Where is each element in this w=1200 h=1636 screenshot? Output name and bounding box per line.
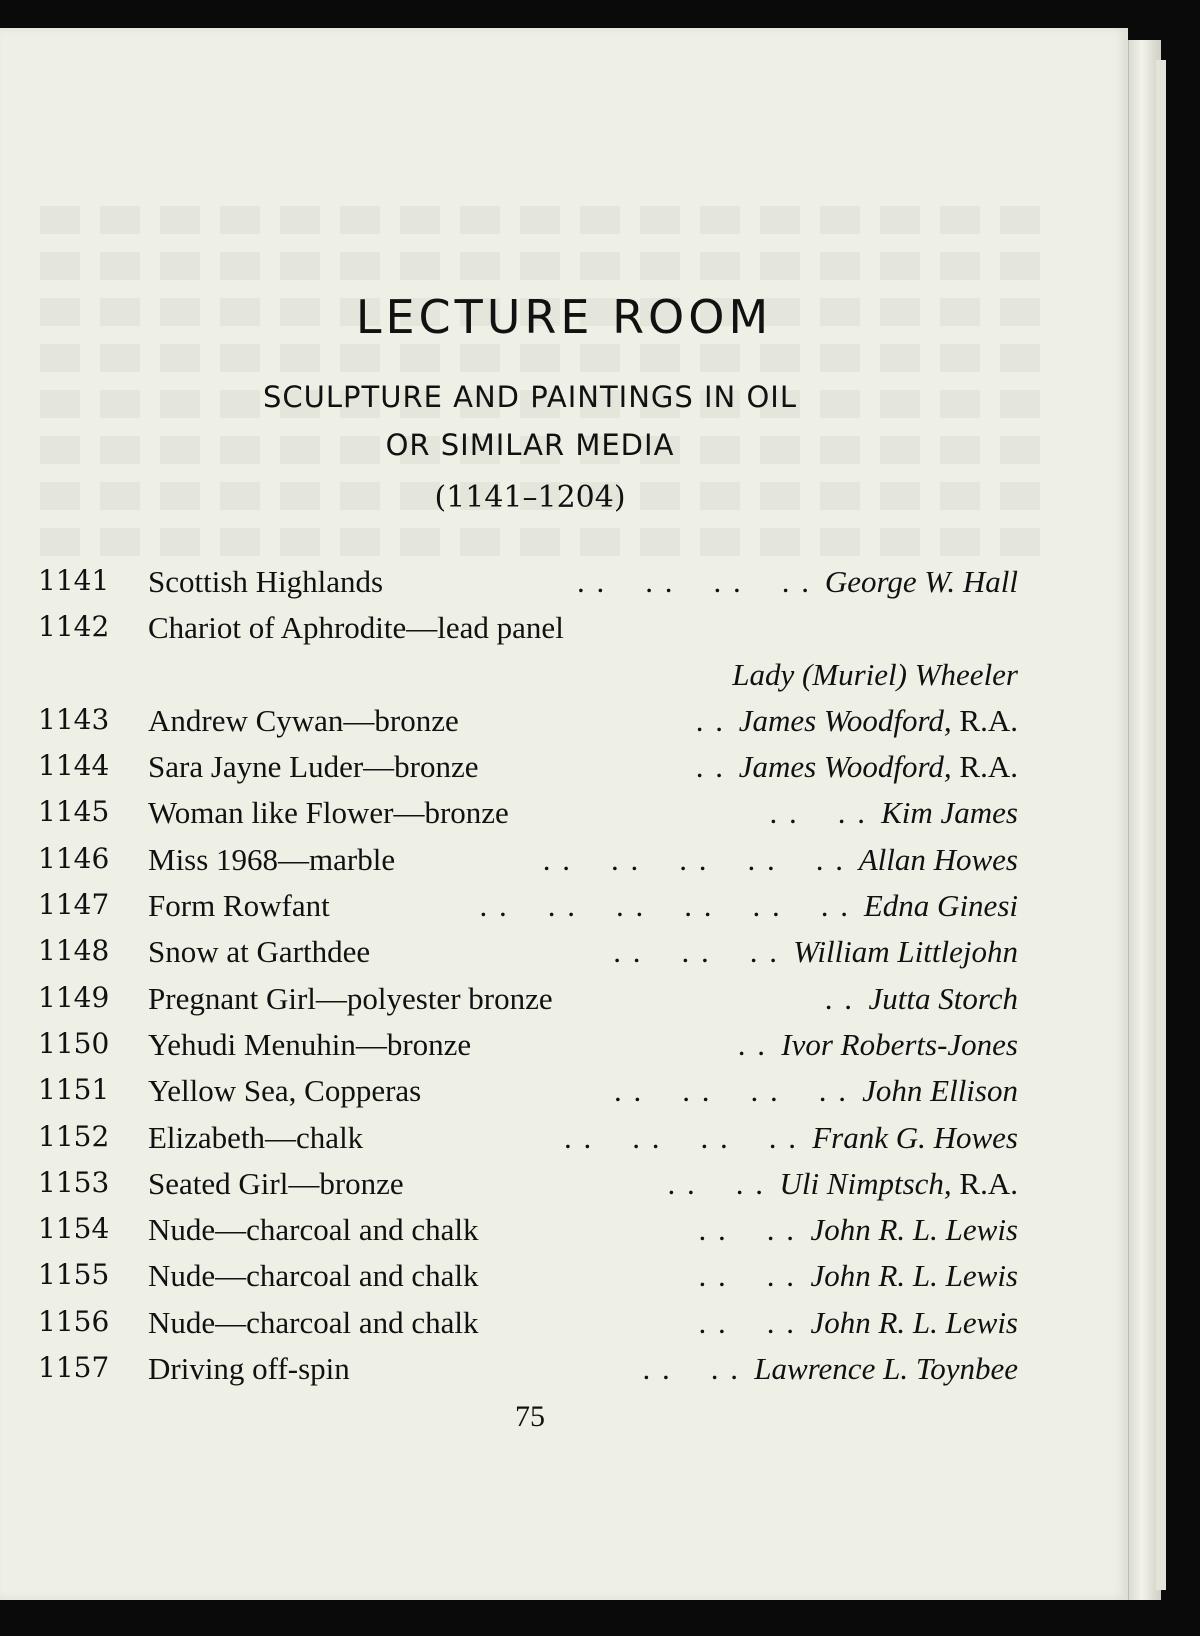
page-title: LECTURE ROOM — [355, 290, 773, 344]
entry-number: 1146 — [38, 841, 110, 875]
entry-artist: John R. L. Lewis — [810, 1212, 1018, 1248]
leader-dots: . . . . — [769, 795, 867, 831]
leader-dots: . . . . . . . . — [577, 564, 811, 599]
entry-title: Seated Girl—bronze — [148, 1165, 404, 1201]
entry-artist: Kim James — [881, 795, 1018, 831]
entry-number: 1150 — [38, 1026, 110, 1060]
entry-title: Yehudi Menuhin—bronze — [148, 1026, 472, 1062]
leader-dots: . . — [695, 749, 725, 785]
entry-artist: Edna Ginesi — [863, 888, 1018, 924]
entry-title: Miss 1968—marble — [148, 841, 396, 877]
leader-dots: . . . . . . . . . . — [542, 841, 845, 877]
catalogue-entry — [38, 789, 1018, 835]
leader-dots: . . . . . . . . — [564, 1119, 798, 1155]
catalogue-entry — [38, 1252, 1018, 1298]
catalogue-entry — [38, 1299, 1018, 1345]
entry-number: 1143 — [38, 702, 110, 736]
entry-artist: George W. Hall — [824, 564, 1018, 599]
entry-number: 1152 — [38, 1119, 110, 1153]
entry-list — [38, 558, 1018, 1391]
catalogue-entry — [38, 1160, 1018, 1206]
entry-number: 1141 — [38, 564, 110, 597]
entry-number: 1156 — [38, 1304, 110, 1338]
section-subtitle-line2: OR SIMILAR MEDIA — [385, 428, 675, 462]
entry-title: Woman like Flower—bronze — [148, 795, 509, 831]
entry-title: Pregnant Girl—polyester bronze — [148, 980, 553, 1016]
entry-number: 1154 — [38, 1212, 110, 1246]
catalogue-entry — [38, 558, 1018, 604]
leader-dots: . . . . . . . . . . . . — [479, 888, 850, 924]
catalogue-entry — [38, 1021, 1018, 1067]
artist-honour: R.A. — [951, 702, 1018, 738]
catalogue-entry — [38, 975, 1018, 1021]
leader-dots: . . — [737, 1026, 767, 1062]
entry-title: Nude—charcoal and chalk — [148, 1304, 479, 1340]
leader-dots: . . . . . . . . — [614, 1073, 848, 1109]
catalogue-entry — [38, 604, 1018, 650]
entry-title: Nude—charcoal and chalk — [148, 1212, 479, 1248]
entry-title: Yellow Sea, Copperas — [148, 1073, 422, 1109]
entry-artist: Allan Howes — [858, 841, 1018, 877]
entry-artist: Frank G. Howes — [812, 1119, 1018, 1155]
entry-number: 1149 — [38, 980, 110, 1014]
entry-number: 1148 — [38, 934, 110, 968]
catalogue-entry — [38, 1114, 1018, 1160]
entry-title: Nude—charcoal and chalk — [148, 1258, 479, 1294]
entry-artist: Jutta Storch — [868, 980, 1018, 1016]
entry-artist: James Woodford, R.A. — [738, 702, 1018, 738]
catalogue-entry — [38, 928, 1018, 974]
entry-title: Sara Jayne Luder—bronze — [148, 749, 479, 785]
catalogue-entry — [38, 1206, 1018, 1252]
leader-dots: . . — [695, 702, 725, 738]
catalogue-range: (1141–1204) — [434, 480, 626, 515]
entry-number: 1142 — [38, 610, 110, 644]
leader-dots: . . — [824, 980, 854, 1016]
section-subtitle-line1: SCULPTURE AND PAINTINGS IN OIL — [262, 380, 798, 414]
leader-dots: . . . . — [642, 1351, 740, 1387]
entry-number: 1144 — [38, 749, 110, 783]
catalogue-entry — [38, 1067, 1018, 1113]
entry-title: Scottish Highlands — [148, 564, 384, 599]
entry-number: 1147 — [38, 888, 110, 922]
entry-artist: Ivor Roberts-Jones — [781, 1026, 1018, 1062]
artist-honour: R.A. — [951, 1165, 1018, 1201]
leader-dots: . . . . . . — [613, 934, 779, 970]
entry-title: Elizabeth—chalk — [148, 1119, 364, 1155]
page-number: 75 — [515, 1400, 545, 1433]
entry-title: Snow at Garthdee — [148, 934, 371, 970]
entry-title: Form Rowfant — [148, 888, 330, 924]
entry-artist: John R. L. Lewis — [810, 1304, 1018, 1340]
entry-artist: John R. L. Lewis — [810, 1258, 1018, 1294]
leader-dots: . . . . — [698, 1212, 796, 1248]
entry-title: Chariot of Aphrodite—lead panel — [148, 610, 564, 646]
catalogue-entry — [38, 651, 1018, 697]
entry-artist: Lawrence L. Toynbee — [754, 1351, 1018, 1387]
leader-dots: . . . . — [698, 1304, 796, 1340]
entry-number: 1145 — [38, 795, 110, 829]
entry-title: Driving off-spin — [148, 1351, 350, 1387]
entry-artist: Uli Nimptsch, R.A. — [779, 1165, 1018, 1201]
entry-artist: James Woodford, R.A. — [738, 749, 1018, 785]
page-edge-inner — [1156, 60, 1166, 1590]
catalogue-entry — [38, 697, 1018, 743]
artist-honour: R.A. — [951, 749, 1018, 785]
entry-artist: William Littlejohn — [793, 934, 1018, 970]
catalogue-entry — [38, 1345, 1018, 1391]
entry-artist: John Ellison — [862, 1073, 1018, 1109]
leader-dots: . . . . — [698, 1258, 796, 1294]
catalogue-page — [0, 28, 1128, 1600]
entry-title: Andrew Cywan—bronze — [148, 702, 459, 738]
leader-dots: . . . . — [667, 1165, 765, 1201]
catalogue-entry — [38, 836, 1018, 882]
entry-number: 1153 — [38, 1165, 110, 1199]
catalogue-entry — [38, 743, 1018, 789]
entry-number: 1157 — [38, 1351, 110, 1385]
entry-artist: Lady (Muriel) Wheeler — [732, 656, 1018, 692]
entry-number: 1151 — [38, 1073, 110, 1107]
entry-number: 1155 — [38, 1258, 110, 1292]
catalogue-entry — [38, 882, 1018, 928]
